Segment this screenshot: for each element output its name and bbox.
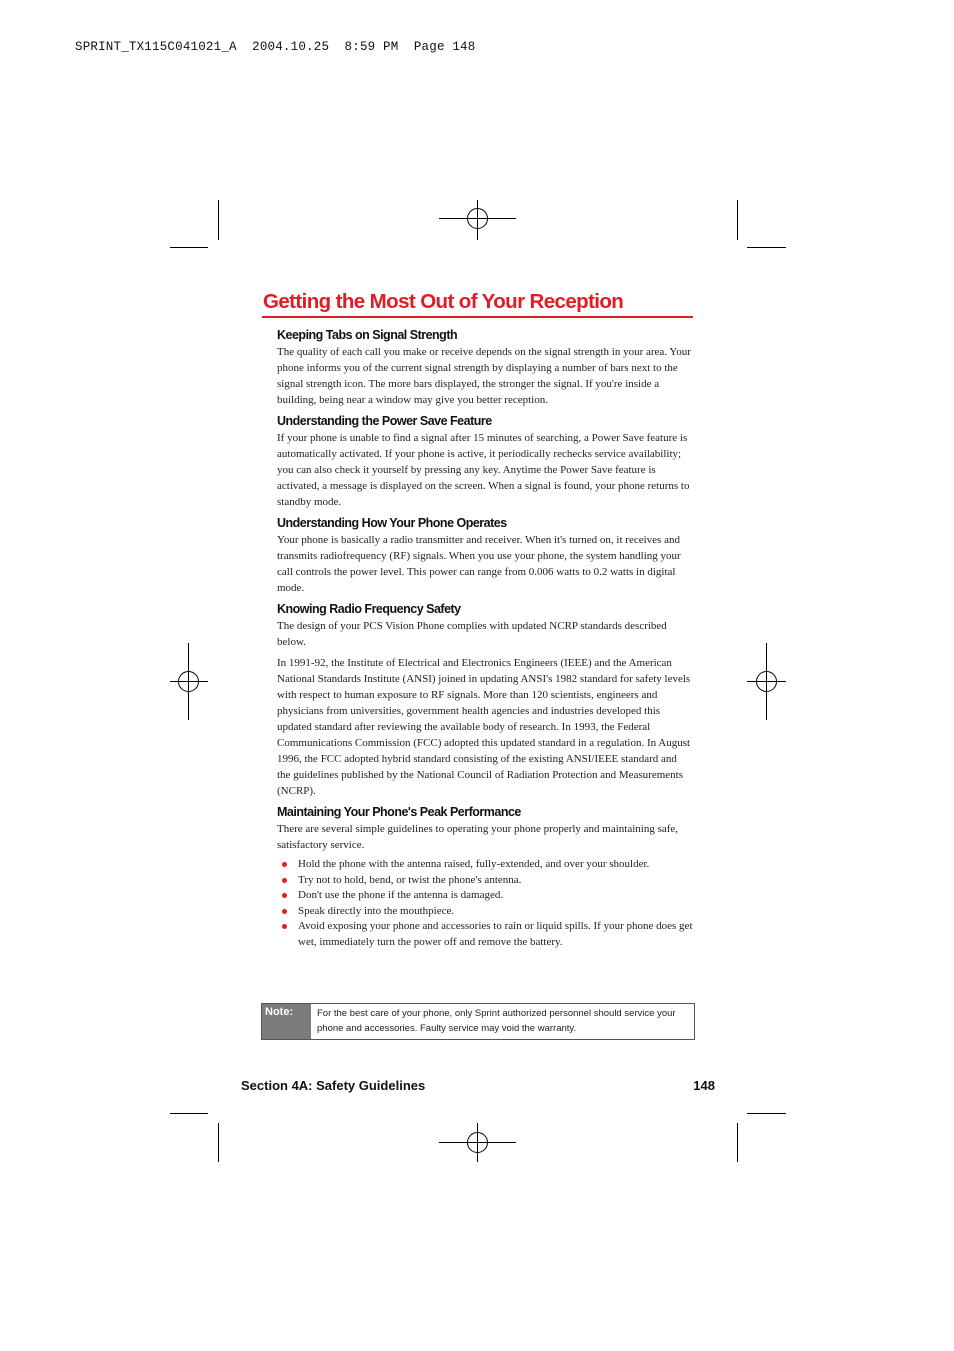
list-item bbox=[277, 919, 693, 950]
section-paragraph: In 1991-92, the Institute of Electrical and Electronics Engineers (IEEE) and the American National Standards Institute (ANSI) joined in updating ANSI's 1982 standard for safety levels with respect to human exposure to RF signals. More than 120 scientists, engineers and physicians from universities, government health agencies and industries developed this updated standard after reviewing the available body of research. In 1993, the Federal Communications Commission (FCC) adopted this updated standard in a regulation. In August 1996, the FCC adopted hybrid standard consisting of the existing ANSI/IEEE standard and the guidelines published by the National Council of Radiation Protection and Measurements (NCRP). bbox=[277, 657, 691, 797]
section-heading: Keeping Tabs on Signal Strength bbox=[277, 328, 458, 342]
list-item-text: Hold the phone with the antenna raised, fully-extended, and over your shoulder. bbox=[298, 858, 650, 870]
crop-mark bbox=[218, 200, 219, 240]
list-item bbox=[277, 873, 693, 889]
bullet-icon bbox=[282, 893, 287, 898]
bullet-icon bbox=[282, 862, 287, 867]
list-item bbox=[277, 904, 693, 920]
note-box bbox=[261, 1003, 695, 1040]
section-phone-operation bbox=[277, 514, 693, 596]
print-slug-line: SPRINT_TX115C041021_A 2004.10.25 8:59 PM Page 148 bbox=[75, 40, 476, 54]
footer-section-title: Section 4A: Safety Guidelines bbox=[241, 1078, 426, 1093]
section-heading: Understanding the Power Save Feature bbox=[277, 414, 492, 428]
list-item bbox=[277, 888, 693, 904]
crop-mark bbox=[218, 1123, 219, 1162]
section-heading: Understanding How Your Phone Operates bbox=[277, 516, 507, 530]
section-paragraph: The design of your PCS Vision Phone complies with updated NCRP standards described below. bbox=[277, 620, 667, 648]
page-title: Getting the Most Out of Your Reception bbox=[263, 290, 624, 313]
section-signal-strength bbox=[277, 326, 693, 408]
section-power-save bbox=[277, 412, 693, 510]
crop-mark bbox=[747, 247, 786, 248]
section-heading: Knowing Radio Frequency Safety bbox=[277, 602, 461, 616]
section-paragraph: Your phone is basically a radio transmitter and receiver. When it's turned on, it receives and transmits radiofrequency (RF) signals. When you use your phone, the system handling your call controls the power level. This power can range from 0.006 watts to 0.2 watts in digital mode. bbox=[277, 534, 681, 594]
main-content bbox=[277, 326, 693, 950]
list-item-text: Don't use the phone if the antenna is damaged. bbox=[298, 889, 504, 901]
bullet-icon bbox=[282, 909, 287, 914]
registration-mark bbox=[178, 671, 199, 692]
guidelines-list bbox=[277, 857, 693, 950]
section-paragraph: There are several simple guidelines to operating your phone properly and maintaining safe, satisfactory service. bbox=[277, 823, 679, 851]
list-item-text: Avoid exposing your phone and accessories to rain or liquid spills. If your phone does get wet, immediately turn the power off and remove the battery. bbox=[298, 920, 693, 948]
section-rf-safety bbox=[277, 600, 693, 799]
note-label: Note: bbox=[262, 1004, 311, 1039]
list-item bbox=[277, 857, 693, 873]
section-heading: Maintaining Your Phone's Peak Performance bbox=[277, 805, 521, 819]
crop-mark bbox=[170, 247, 208, 248]
bullet-icon bbox=[282, 878, 287, 883]
crop-mark bbox=[170, 1113, 208, 1114]
title-underline bbox=[262, 316, 693, 318]
registration-mark bbox=[467, 1132, 488, 1153]
section-paragraph: The quality of each call you make or receive depends on the signal strength in your area. Your phone informs you of the current signal strength by displaying a number of bars next to the signal strength icon. The more bars displayed, the stronger the signal. If you're inside a building, being near a window may give you better reception. bbox=[277, 346, 691, 406]
crop-mark bbox=[747, 1113, 786, 1114]
crop-mark bbox=[737, 1123, 738, 1162]
list-item-text: Try not to hold, bend, or twist the phone's antenna. bbox=[298, 873, 522, 886]
section-paragraph: If your phone is unable to find a signal after 15 minutes of searching, a Power Save feature is automatically activated. If your phone is active, it periodically rechecks service availability; you can also check it yourself by pressing any key. Anytime the Power Save feature is activated, a message is displayed on the screen. When a signal is found, your phone returns to standby mode. bbox=[277, 432, 690, 508]
page-footer bbox=[241, 1078, 715, 1093]
registration-mark bbox=[756, 671, 777, 692]
bullet-icon bbox=[282, 924, 287, 929]
registration-mark bbox=[467, 208, 488, 229]
section-peak-performance bbox=[277, 803, 693, 950]
list-item-text: Speak directly into the mouthpiece. bbox=[298, 904, 455, 917]
note-text: For the best care of your phone, only Sprint authorized personnel should service your phone and accessories. Faulty service may void the warranty. bbox=[317, 1008, 676, 1034]
page-number: 148 bbox=[693, 1078, 715, 1093]
crop-mark bbox=[737, 200, 738, 240]
